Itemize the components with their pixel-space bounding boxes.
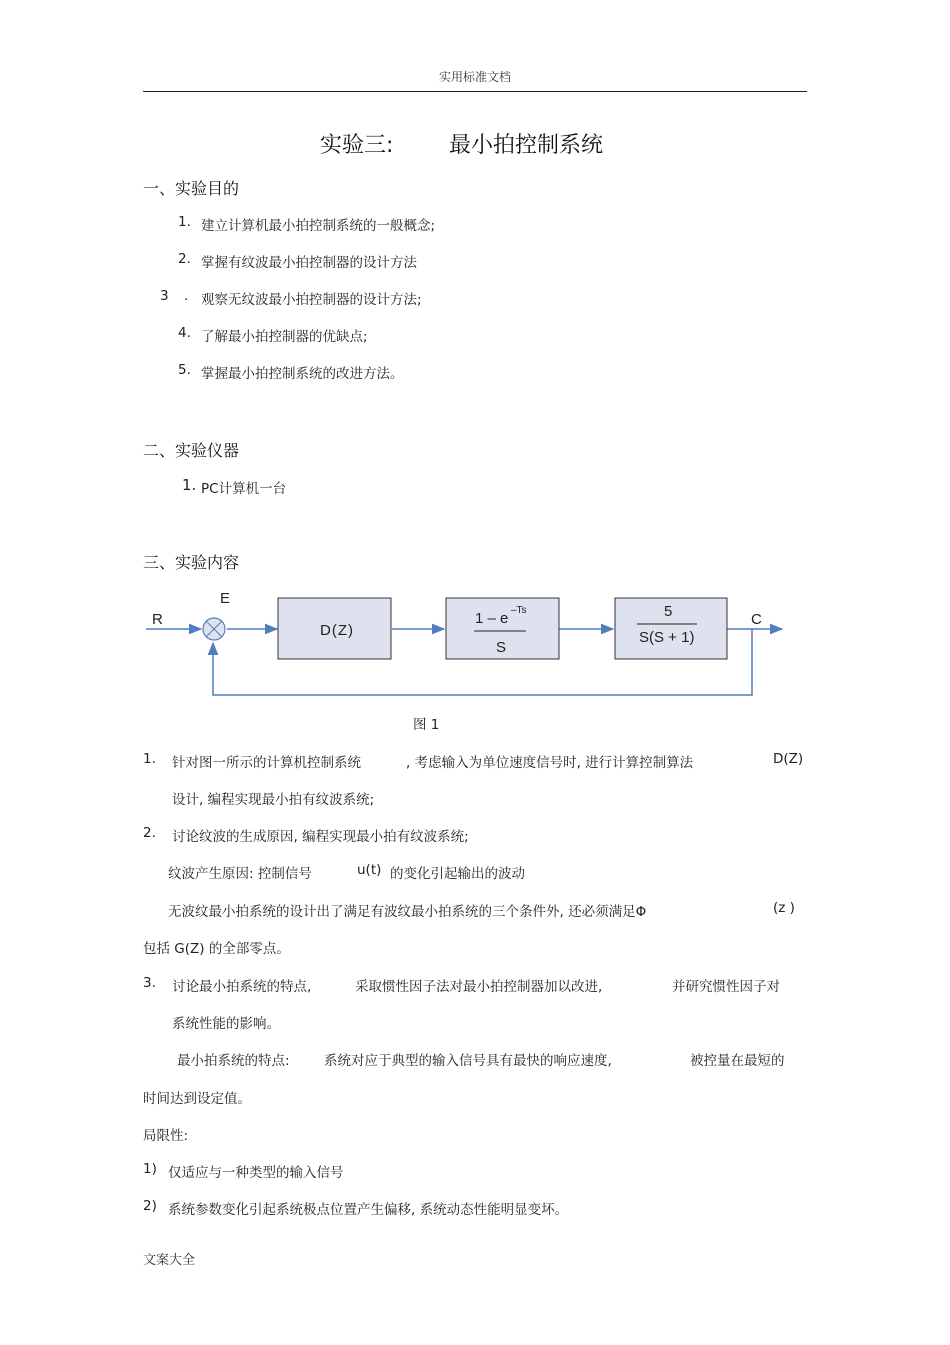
feature-a: 最小拍系统的特点: <box>177 1053 290 1069</box>
limit-heading: 局限性: <box>143 1128 189 1144</box>
noripple-a: 无波纹最小拍系统的设计出了满足有波纹最小拍系统的三个条件外, 还必须满足Φ <box>168 904 647 920</box>
header-rule <box>143 91 807 92</box>
c-item1-c: D(Z) <box>773 751 804 767</box>
feature-line2: 时间达到设定值。 <box>143 1091 251 1107</box>
feature-b: 系统对应于典型的输入信号具有最快的响应速度, <box>324 1053 612 1069</box>
zoh-denominator: S <box>496 639 507 656</box>
s1-item2-text: 掌握有纹波最小拍控制器的设计方法 <box>201 255 417 271</box>
s1-item3-num: 3 <box>160 288 169 304</box>
s1-item5-text: 掌握最小拍控制系统的改进方法。 <box>201 366 404 382</box>
ripple-cause-c: 的变化引起输出的波动 <box>390 866 525 882</box>
section1-heading: 一、实验目的 <box>143 179 240 198</box>
ripple-cause-a: 纹波产生原因: 控制信号 <box>168 866 312 882</box>
c-item3-b: 采取惯性因子法对最小拍控制器加以改进, <box>355 979 603 995</box>
c-item1-line2: 设计, 编程实现最小拍有纹波系统; <box>172 792 375 808</box>
limit2-text: 系统参数变化引起系统极点位置产生偏移, 系统动态性能明显变坏。 <box>168 1202 569 1218</box>
page-header: 实用标准文档 <box>438 70 511 84</box>
c-item1-num: 1. <box>143 751 156 767</box>
error-label: E <box>220 590 231 607</box>
title-part2: 最小拍控制系统 <box>449 133 604 158</box>
s1-item3-text: 观察无纹波最小拍控制器的设计方法; <box>201 292 422 308</box>
c-item1-b: , 考虑输入为单位速度信号时, 进行计算控制算法 <box>406 755 694 771</box>
zoh-numerator: 1 – e <box>475 610 509 627</box>
feature-c: 被控量在最短的 <box>690 1053 785 1069</box>
summing-junction <box>203 618 225 640</box>
s1-item1-text: 建立计算机最小拍控制系统的一般概念; <box>201 218 436 234</box>
noripple-line2: 包括 G(Z) 的全部零点。 <box>143 941 290 957</box>
s1-item3-dot: . <box>184 288 189 304</box>
s1-item1-num: 1. <box>178 214 191 230</box>
c-item3-c: 并研究惯性因子对 <box>672 979 780 995</box>
noripple-b: (z ) <box>773 900 795 916</box>
limit2-num: 2) <box>143 1198 157 1214</box>
s2-item1-num: 1. <box>182 476 197 494</box>
c-item3-num: 3. <box>143 975 156 991</box>
section2-heading: 二、实验仪器 <box>143 441 240 460</box>
input-label: R <box>152 611 163 628</box>
s1-item5-num: 5. <box>178 362 191 378</box>
ripple-cause-b: u(t) <box>357 862 382 878</box>
controller-label: D(Z) <box>320 622 354 639</box>
s2-item1-text: PC计算机一台 <box>201 481 287 497</box>
plant-denominator: S(S + 1) <box>639 629 695 646</box>
output-label: C <box>751 611 762 628</box>
plant-numerator: 5 <box>664 603 673 620</box>
c-item2-num: 2. <box>143 825 156 841</box>
limit1-num: 1) <box>143 1161 157 1177</box>
page-footer: 文案大全 <box>143 1253 196 1268</box>
limit1-text: 仅适应与一种类型的输入信号 <box>168 1165 344 1181</box>
block-diagram <box>0 580 950 710</box>
s1-item4-num: 4. <box>178 325 191 341</box>
s1-item4-text: 了解最小拍控制器的优缺点; <box>201 329 368 345</box>
c-item2-text: 讨论纹波的生成原因, 编程实现最小拍有纹波系统; <box>172 829 469 845</box>
zoh-exponent: –Ts <box>511 605 527 616</box>
s1-item2-num: 2. <box>178 251 191 267</box>
c-item3-a: 讨论最小拍系统的特点, <box>172 979 312 995</box>
c-item1-a: 针对图一所示的计算机控制系统 <box>172 755 361 771</box>
section3-heading: 三、实验内容 <box>143 553 240 572</box>
title-part1: 实验三: <box>320 133 394 158</box>
c-item3-line2: 系统性能的影响。 <box>172 1016 280 1032</box>
figure-caption: 图 1 <box>413 717 440 733</box>
